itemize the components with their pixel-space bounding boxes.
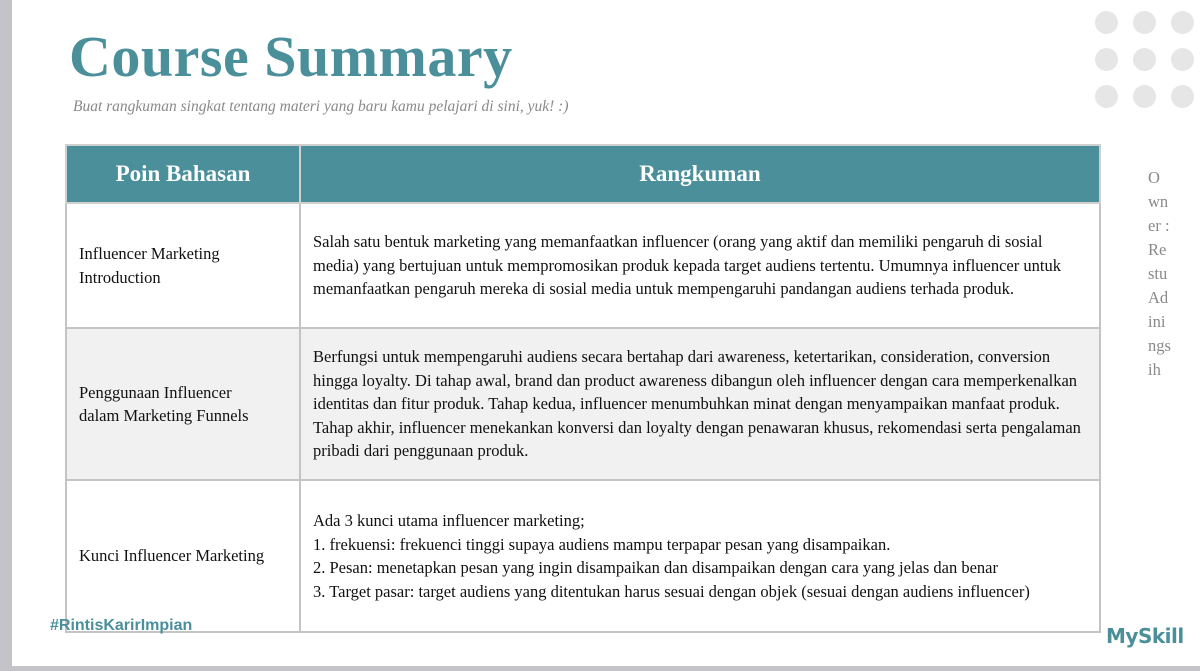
brand-logo: MySkill bbox=[1106, 624, 1184, 648]
dot-icon bbox=[1171, 11, 1194, 34]
dot-icon bbox=[1133, 48, 1156, 71]
owner-text-line: ini bbox=[1148, 312, 1166, 331]
table-row bbox=[66, 480, 1100, 632]
table-header-row bbox=[66, 145, 1100, 203]
dot-icon bbox=[1171, 48, 1194, 71]
hashtag: #RintisKarirImpian bbox=[50, 617, 193, 634]
row-topic: Penggunaan Influencer dalam Marketing Funnels bbox=[66, 328, 300, 480]
owner-text-line: O bbox=[1148, 168, 1160, 187]
dot-icon bbox=[1095, 11, 1118, 34]
row-summary: Salah satu bentuk marketing yang memanfaatkan influencer (orang yang aktif dan memiliki pengaruh di sosial media) yang bertujuan untuk mempromosikan produk kepada target audiens tertentu. Umumnya influencer untuk memanfaatkan pengaruh mereka di sosial media untuk mempengaruhi pandangan audiens terhada produk. bbox=[300, 203, 1100, 328]
summary-table bbox=[65, 144, 1101, 633]
dot-icon bbox=[1133, 85, 1156, 108]
owner-text-line: ih bbox=[1148, 360, 1161, 379]
page-subtitle: Buat rangkuman singkat tentang materi yang baru kamu pelajari di sini, yuk! :) bbox=[73, 98, 569, 115]
dot-icon bbox=[1171, 85, 1194, 108]
dot-icon bbox=[1133, 11, 1156, 34]
owner-text-line: ngs bbox=[1148, 336, 1171, 355]
owner-text-line: stu bbox=[1148, 264, 1168, 283]
table-row bbox=[66, 203, 1100, 328]
dot-icon bbox=[1095, 48, 1118, 71]
slide bbox=[12, 0, 1200, 666]
dot-icon bbox=[1095, 85, 1118, 108]
header-poin-bahasan: Poin Bahasan bbox=[66, 145, 300, 203]
row-topic: Kunci Influencer Marketing bbox=[66, 480, 300, 632]
row-summary: Ada 3 kunci utama influencer marketing; 1. frekuensi: frekuenci tinggi supaya audiens mampu terpapar pesan yang disampaikan. 2. Pesan: menetapkan pesan yang ingin disampaikan dan disampaikan dengan cara yang jelas dan benar 3. Target pasar: target audiens yang ditentukan harus sesuai dengan objek (sesuai dengan audiens influencer) bbox=[300, 480, 1100, 632]
page-title: Course Summary bbox=[69, 24, 513, 89]
decorative-dots bbox=[1094, 10, 1200, 110]
row-summary: Berfungsi untuk mempengaruhi audiens secara bertahap dari awareness, ketertarikan, consideration, conversion hingga loyalty. Di tahap awal, brand dan product awareness dibangun oleh influencer dengan cara memperkenalkan identitas dan fitur produk. Tahap kedua, influencer menumbuhkan minat dengan menyampaikan manfaat produk. Tahap akhir, influencer menekankan konversi dan loyalty dengan penawaran khusus, rekomendasi serta pengalaman pribadi dari penggunaan produk. bbox=[300, 328, 1100, 480]
owner-text-line: Ad bbox=[1148, 288, 1169, 307]
owner-text-line: Re bbox=[1148, 240, 1167, 259]
table-row bbox=[66, 328, 1100, 480]
owner-text-line: er : bbox=[1148, 216, 1170, 235]
owner-text-line: wn bbox=[1148, 192, 1169, 211]
header-rangkuman: Rangkuman bbox=[300, 145, 1100, 203]
row-topic: Influencer Marketing Introduction bbox=[66, 203, 300, 328]
owner-credit bbox=[1148, 166, 1178, 382]
